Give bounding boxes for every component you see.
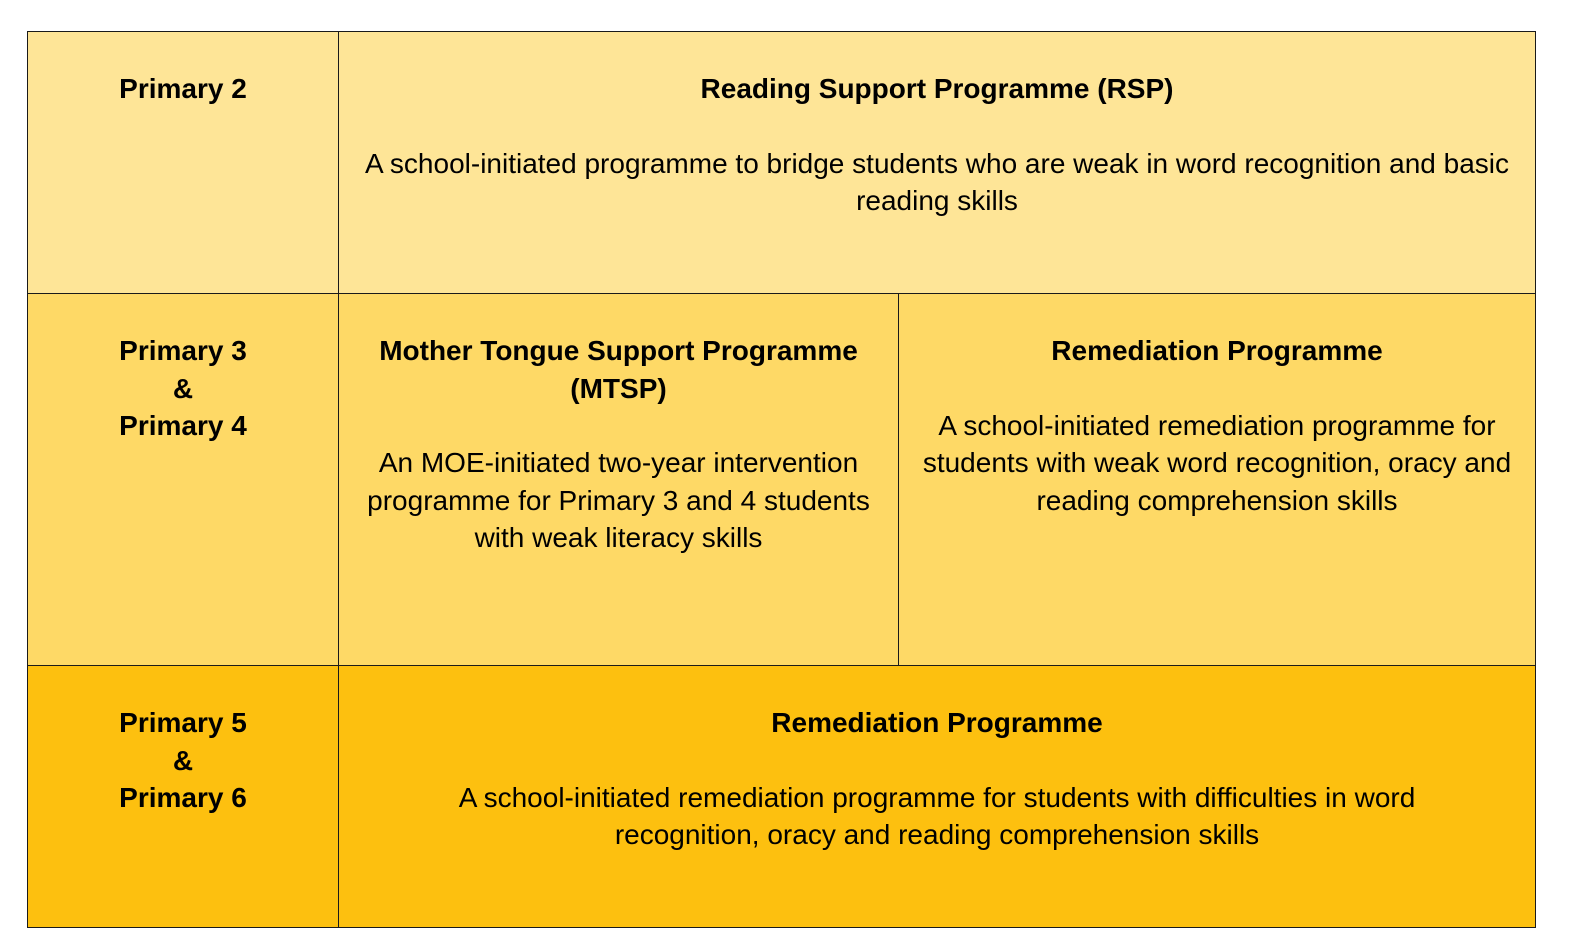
programme-description: An MOE-initiated two-year intervention programme for Primary 3 and 4 students with weak literacy skills [367, 447, 870, 553]
programme-cell [899, 294, 1536, 666]
level-label: Primary 4 [119, 410, 247, 441]
programme-cell [339, 32, 1536, 294]
level-cell [28, 32, 339, 294]
programme-title: Remediation Programme [1051, 335, 1383, 366]
level-ampersand: & [172, 744, 194, 776]
programme-title: Remediation Programme [771, 707, 1103, 738]
level-label: Primary 3 [119, 335, 247, 366]
programme-title: Reading Support Programme (RSP) [700, 73, 1174, 104]
level-cell [28, 294, 339, 666]
table-row-primary-3-4 [28, 294, 1536, 666]
programme-table [27, 31, 1536, 928]
programme-cell [339, 666, 1536, 928]
table-row-primary-5-6 [28, 666, 1536, 928]
programme-title: Mother Tongue Support Programme (MTSP) [379, 335, 858, 404]
programme-description: A school-initiated programme to bridge students who are weak in word recognition and basic reading skills [365, 147, 1509, 216]
level-label: Primary 5 [119, 707, 247, 738]
level-cell [28, 666, 339, 928]
level-ampersand: & [172, 372, 194, 404]
level-label: Primary 6 [119, 782, 247, 813]
programme-cell [339, 294, 899, 666]
table-row-primary-2 [28, 32, 1536, 294]
programme-description: A school-initiated remediation programme for students with difficulties in word recognition, oracy and reading comprehension skills [458, 781, 1416, 850]
level-label: Primary 2 [119, 73, 247, 104]
programme-description: A school-initiated remediation programme for students with weak word recognition, oracy and reading comprehension skills [922, 409, 1512, 516]
